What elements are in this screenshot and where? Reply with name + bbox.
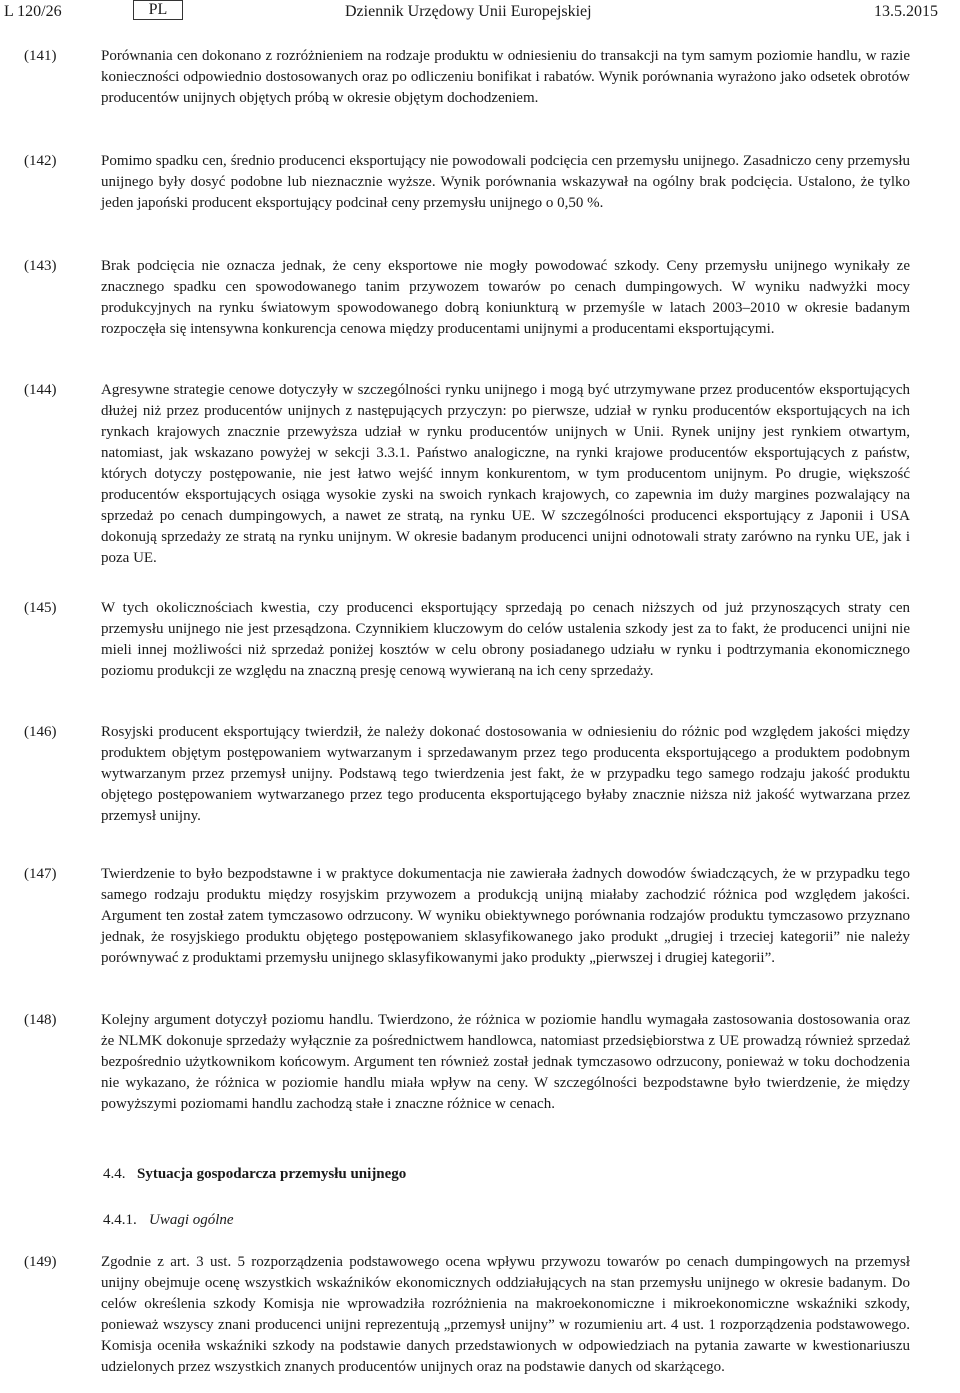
paragraph-number: (147) [24, 866, 57, 882]
paragraph-148 [24, 1010, 910, 1115]
paragraph-146 [24, 722, 910, 827]
publication-date: 13.5.2015 [874, 3, 938, 20]
language-badge: PL [133, 0, 183, 20]
paragraph-text: Brak podcięcia nie oznacza jednak, że ceny eksportowe nie mogły powodować szkody. Ceny przemysłu unijnego wynikały ze znacznego spadku cen spowodowanego tanim przywozem towarów po cenach dumpingowych. W wyniku nadwyżki mocy produkcyjnych na rynku światowym spowodowanego dobrą koniunkturą w przemyśle w latach 2003–2010 w okresie badanym rozpoczęła się intensywna konkurencja cenowa między producentami unijnymi a producentami eksportującymi. [101, 258, 910, 337]
paragraph-145 [24, 598, 910, 682]
paragraph-number: (142) [24, 153, 57, 169]
paragraph-number: (144) [24, 382, 57, 398]
section-number: 4.4. [103, 1166, 126, 1182]
paragraph-144 [24, 380, 910, 569]
subsection-heading [103, 1210, 234, 1230]
paragraph-number: (141) [24, 48, 57, 64]
page-header [0, 0, 960, 24]
paragraph-text: Agresywne strategie cenowe dotyczyły w szczególności rynku unijnego i mogą być utrzymywane przez producentów eksportujących dłużej niż przez producentów unijnych z następujących przyczyn: po pierwsze, udział w rynku producentów eksportujących na ich rynkach krajowych znacznie przewyższa udział w rynku producentów unijnych w Unii. Rynek unijny jest rynkiem otwartym, natomiast, jak wskazano powyżej w sekcji 3.3.1. Państwo analogiczne, na rynki krajowe producentów eksportujących z państw, których dotyczy postępowanie, nie jest łatwo wejść innym konkurentom, w tym producentom unijnym. Po drugie, większość producentów eksportujących osiąga wysokie zyski na swoich rynkach krajowych, co zapewnia im duży margines pozwalający na sprzedaż po cenach dumpingowych, a nawet ze stratą, na rynku UE. W szczególności producenci eksportujący z Japonii i USA dokonują sprzedaży ze stratą na rynku unijnym. W okresie badanym producenci unijni odnotowali straty zarówno na rynku UE, jak i poza UE. [101, 382, 910, 566]
paragraph-number: (146) [24, 724, 57, 740]
paragraph-141 [24, 46, 910, 109]
paragraph-number: (145) [24, 600, 57, 616]
paragraph-text: W tych okolicznościach kwestia, czy producenci eksportujący sprzedają po cenach niższych od już przynoszących straty cen przemysłu unijnego nie jest przesądzona. Czynnikiem kluczowym do celów ustalenia szkody jest za to fakt, że producenci unijni nie mieli innej możliwości niż sprzedaż poniżej kosztów w celu obrony posiadanego udziału w rynku i podtrzymania ekonomicznego poziomu produkcji ze względu na znaczną presję cenową wywieraną na ich ceny sprzedaży. [101, 600, 910, 679]
paragraph-147 [24, 864, 910, 969]
paragraph-text: Pomimo spadku cen, średnio producenci eksportujący nie powodowali podcięcia cen przemysłu unijnego. Zasadniczo ceny przemysłu unijnego były dosyć podobne lub nieznacznie wyższe. Wynik porównania wskazywał na ogólny brak podcięcia. Ustalono, że tylko jeden japoński producent eksportujący podcinał ceny przemysłu unijnego o 0,50 %. [101, 153, 910, 211]
paragraph-number: (148) [24, 1012, 57, 1028]
paragraph-text: Kolejny argument dotyczył poziomu handlu. Twierdzono, że różnica w poziomie handlu wymagała zastosowania dostosowania oraz że NLMK dokonuje sprzedaży wyłącznie za pośrednictwem handlowca, natomiast przedsiębiorstwa z UE prowadzą również sprzedaż bezpośrednio użytkownikom końcowym. Argument ten również został jednak tymczasowo odrzucony, ponieważ w toku dochodzenia nie wykazano, że różnica w poziomie handlu miała wpływ na ceny. W szczególności bezpodstawne było twierdzenie, że między powyższymi poziomami handlu zachodzą stałe i znaczne różnice w cenach. [101, 1012, 910, 1112]
paragraph-number: (149) [24, 1254, 57, 1270]
section-heading [103, 1164, 406, 1184]
page-number: L 120/26 [4, 3, 62, 20]
paragraph-text: Rosyjski producent eksportujący twierdził, że należy dokonać dostosowania w odniesieniu do różnic pod względem jakości między produktem objętym postępowaniem wytwarzanym i sprzedawanym przez tego producenta eksportującego a produktem podobnym wytwarzanym przez przemysł unijny. Podstawą tego twierdzenia jest fakt, że w przypadku tego samego rodzaju jakość produktu objętego postępowaniem wytwarzanego przez tego producenta eksportującego byłaby znacznie niższa niż jakość wytwarzana przez przemysł unijny. [101, 724, 910, 824]
journal-title: Dziennik Urzędowy Unii Europejskiej [345, 3, 592, 20]
paragraph-text: Zgodnie z art. 3 ust. 5 rozporządzenia podstawowego ocena wpływu przywozu towarów po cenach dumpingowych na przemysł unijny obejmuje ocenę wszystkich wskaźników ekonomicznych oddziałujących na stan przemysłu unijnego w okresie badanym. Do celów określenia szkody Komisja nie wprowadziła rozróżnienia na makroekonomiczne i mikroekonomiczne wskaźniki szkody, ponieważ wszyscy znani producenci unijni reprezentują „przemysł unijny” w rozumieniu art. 4 ust. 1 rozporządzenia podstawowego. Komisja oceniła wskaźniki szkody na podstawie danych przedstawionych w odpowiedziach na pytania zawarte w kwestionariuszu udzielonych przez wszystkich znanych producentów unijnych oraz na podstawie danych od skarżącego. [101, 1254, 910, 1375]
paragraph-text: Twierdzenie to było bezpodstawne i w praktyce dokumentacja nie zawierała żadnych dowodów świadczących, że w przypadku tego samego rodzaju produktu między rosyjskim przywozem a produkcją unijną miałaby zachodzić różnica pod względem jakości. Argument ten został zatem tymczasowo odrzucony. W wyniku obiektywnego porównania rodzajów produktu tymczasowo przyznano jednak, że rosyjskiego produktu objętego postępowaniem sklasyfikowanego jako produkt „drugiej i trzeciej kategorii” nie należy porównywać z produktami przemysłu unijnego sklasyfikowanymi jako produkty „pierwszej i drugiej kategorii”. [101, 866, 910, 966]
paragraph-149 [24, 1252, 910, 1378]
subsection-title: Uwagi ogólne [149, 1212, 234, 1228]
subsection-number: 4.4.1. [103, 1212, 137, 1228]
section-title: Sytuacja gospodarcza przemysłu unijnego [137, 1166, 407, 1182]
paragraph-142 [24, 151, 910, 214]
paragraph-number: (143) [24, 258, 57, 274]
paragraph-143 [24, 256, 910, 340]
paragraph-text: Porównania cen dokonano z rozróżnieniem na rodzaje produktu w odniesieniu do transakcji na tym samym poziomie handlu, w razie konieczności odpowiednio dostosowanych oraz po odliczeniu bonifikat i rabatów. Wynik porównania wyrażono jako odsetek obrotów producentów unijnych objętych próbą w okresie objętym dochodzeniem. [101, 48, 910, 106]
